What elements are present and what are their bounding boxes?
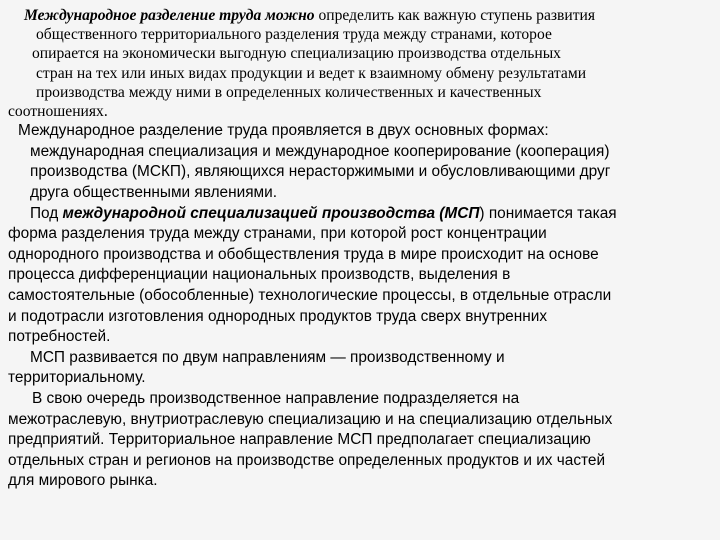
paragraph-line: опирается на экономически выгодную специализацию производства отдельных — [32, 45, 561, 63]
paragraph-line: стран на тех или иных видах продукции и ведет к взаимному обмену результатами — [36, 64, 587, 82]
text-fragment: определить как важную ступень развития — [314, 7, 596, 24]
paragraph-line: производства (МСКП), являющихся нерасторжимыми и обусловливающими друг — [30, 163, 611, 181]
text-fragment: Под — [30, 204, 63, 222]
paragraph-line — [8, 204, 712, 225]
paragraph-line: производства между ними в определенных количественных и качественных — [36, 83, 542, 101]
paragraph-line: соотношениях. — [8, 103, 108, 121]
paragraph-line: потребностей. — [8, 328, 111, 346]
paragraph-subdivision — [8, 389, 712, 492]
paragraph-line: самостоятельные (обособленные) технологические процессы, в отдельные отрасли — [8, 286, 612, 304]
paragraph-line: и подотрасли изготовления однородных продуктов труда сверх внутренних — [8, 307, 548, 325]
paragraph-line: В свою очередь производственное направление подразделяется на — [32, 389, 520, 407]
paragraph-line: процесса дифференциации национальных производств, выделения в — [8, 266, 511, 284]
paragraph-line: однородного производства и обобществления труда в мире происходит на основе — [8, 245, 599, 263]
paragraph-line: предприятий. Территориальное направление МСП предполагает специализацию — [8, 431, 591, 449]
text-fragment: ) понимается такая — [479, 204, 617, 222]
paragraph-line: для мирового рынка. — [8, 472, 158, 490]
paragraph-line: отдельных стран и регионов на производстве определенных продуктов и их частей — [8, 451, 606, 469]
paragraph-line: международная специализация и международное кооперирование (кооперация) — [30, 142, 610, 160]
paragraph-line — [8, 6, 712, 25]
paragraph-line: друга общественными явлениями. — [30, 184, 278, 201]
defined-term: Международное разделение труда можно — [24, 7, 315, 24]
paragraph-line: общественного территориального разделения труда между странами, которое — [36, 26, 552, 44]
defined-term: международной специализацией производства (МСП — [62, 204, 480, 222]
paragraph-definition — [8, 6, 712, 121]
paragraph-directions — [8, 348, 712, 389]
paragraph-msp-definition — [8, 204, 712, 348]
paragraph-forms — [8, 121, 712, 203]
paragraph-line: МСП развивается по двум направлениям — производственному и — [30, 348, 505, 366]
paragraph-line: Международное разделение труда проявляется в двух основных формах: — [18, 122, 549, 140]
paragraph-line: территориальному. — [8, 369, 146, 387]
paragraph-line: форма разделения труда между странами, при которой рост концентрации — [8, 225, 547, 243]
paragraph-line: межотраслевую, внутриотраслевую специализацию и на специализацию отдельных — [8, 410, 613, 428]
